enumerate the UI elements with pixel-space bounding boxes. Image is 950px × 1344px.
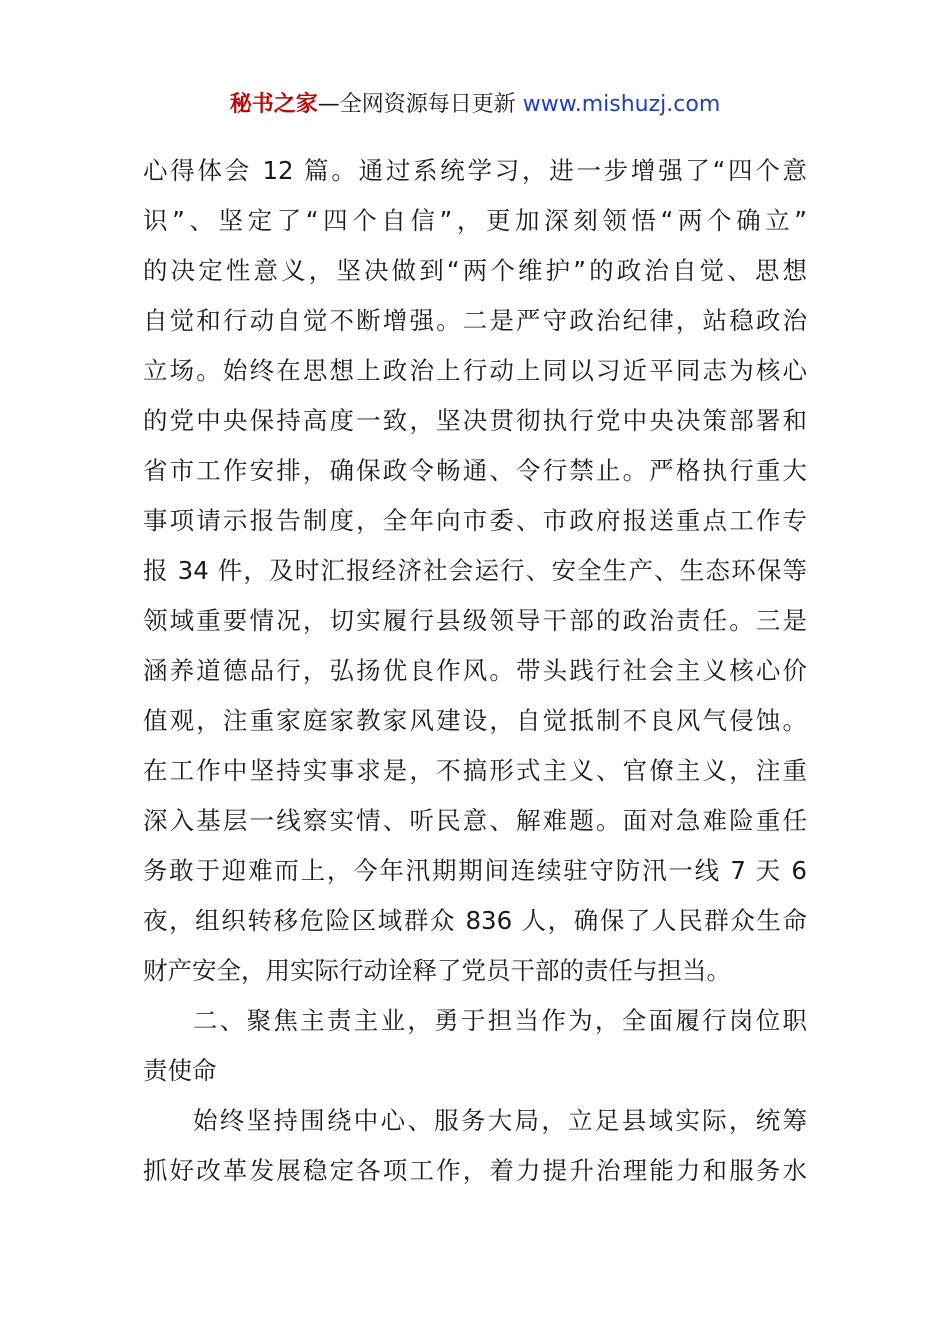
text-line: 事项请示报告制度，全年向市委、市政府报送重点工作专	[143, 506, 807, 535]
text-line: 心得体会 12 篇。通过系统学习，进一步增强了“四个意	[143, 156, 807, 185]
document-body	[143, 146, 807, 1196]
text-line: 财产安全，用实际行动诠释了党员干部的责任与担当。	[143, 956, 731, 985]
text-line: 报 34 件，及时汇报经济社会运行、安全生产、生态环保等	[143, 556, 807, 585]
site-url-link[interactable]: www.mishuzj.com	[522, 92, 721, 117]
text-line: 自觉和行动自觉不断增强。二是严守政治纪律，站稳政治	[143, 306, 807, 335]
text-line: 的决定性意义，坚决做到“两个维护”的政治自觉、思想	[143, 256, 807, 285]
brand-name: 秘书之家	[229, 92, 318, 117]
text-line: 在工作中坚持实事求是，不搞形式主义、官僚主义，注重	[143, 756, 807, 785]
section-heading-line: 责使命	[143, 1056, 217, 1085]
text-line: 的党中央保持高度一致，坚决贯彻执行党中央决策部署和	[143, 406, 807, 435]
paragraph-line: 始终坚持围绕中心、服务大局，立足县域实际，统筹	[193, 1106, 807, 1135]
text-line: 深入基层一线察实情、听民意、解难题。面对急难险重任	[143, 806, 807, 835]
text-line: 夜，组织转移危险区域群众 836 人，确保了人民群众生命	[143, 906, 807, 935]
header-tagline: —全网资源每日更新	[317, 92, 523, 117]
text-line: 省市工作安排，确保政令畅通、令行禁止。严格执行重大	[143, 456, 807, 485]
paragraph-line: 抓好改革发展稳定各项工作，着力提升治理能力和服务水	[143, 1156, 807, 1185]
text-line: 识”、坚定了“四个自信”，更加深刻领悟“两个确立”	[143, 206, 807, 235]
text-line: 值观，注重家庭家教家风建设，自觉抵制不良风气侵蚀。	[143, 706, 807, 735]
section-heading-line: 二、聚焦主责主业，勇于担当作为，全面履行岗位职	[193, 1006, 807, 1035]
site-header	[0, 88, 950, 122]
text-line: 务敢于迎难而上，今年汛期期间连续驻守防汛一线 7 天 6	[143, 856, 807, 885]
text-line: 涵养道德品行，弘扬优良作风。带头践行社会主义核心价	[143, 656, 807, 685]
text-line: 领域重要情况，切实履行县级领导干部的政治责任。三是	[143, 606, 807, 635]
text-line: 立场。始终在思想上政治上行动上同以习近平同志为核心	[143, 356, 807, 385]
